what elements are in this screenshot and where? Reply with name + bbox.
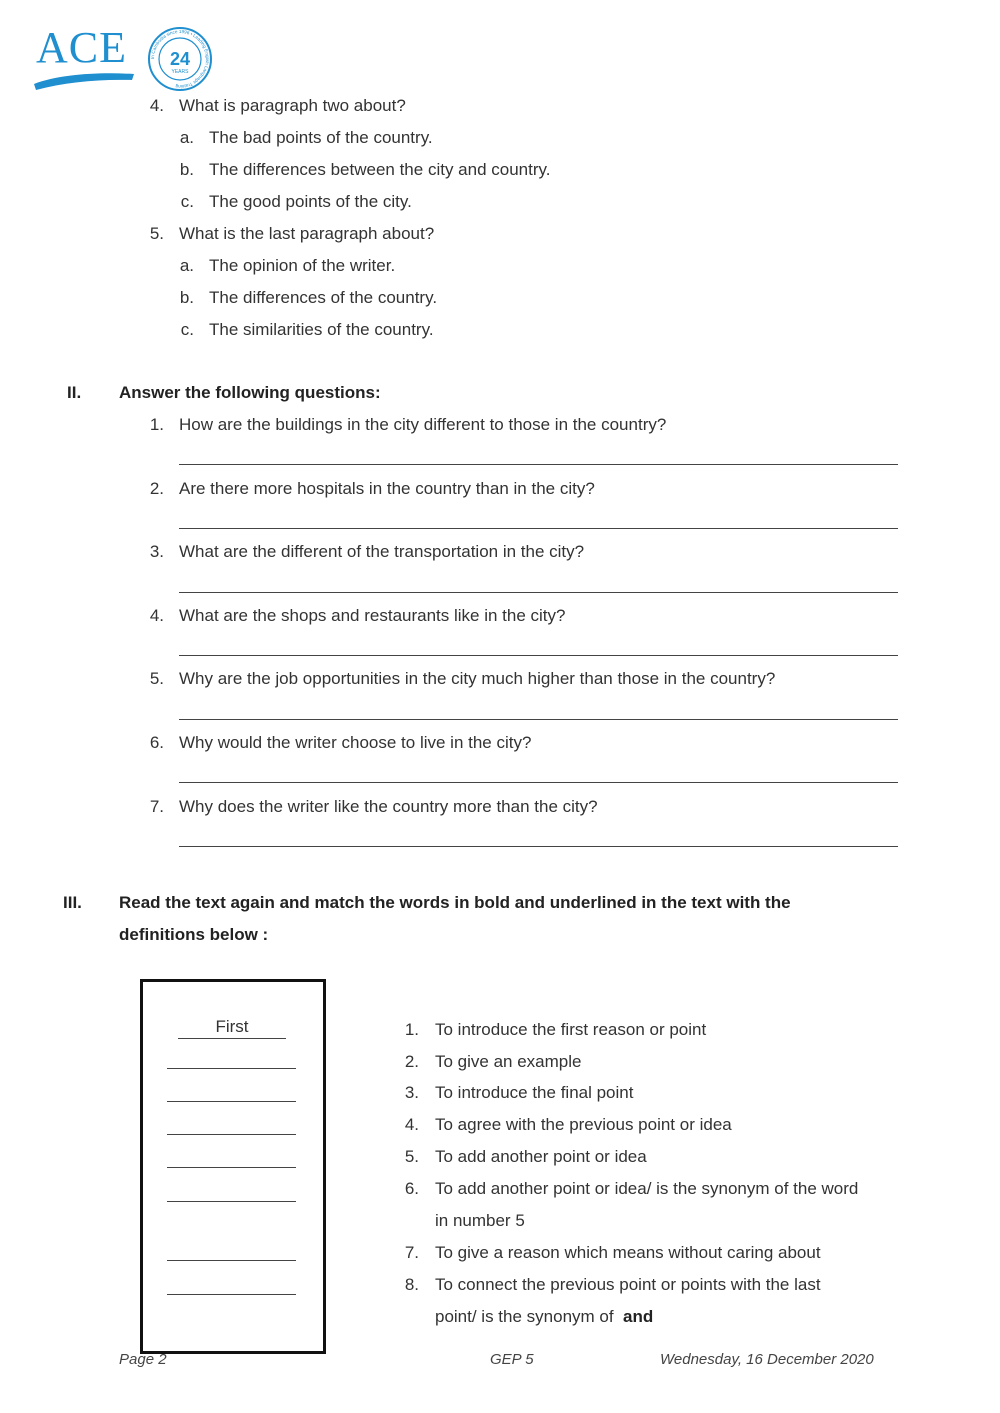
- question-text: What are the shops and restaurants like in the city?: [179, 606, 566, 625]
- footer-date: Wednesday, 16 December 2020: [660, 1351, 874, 1368]
- option-letter: a.: [179, 256, 194, 275]
- definition-text-continued: [435, 1307, 653, 1327]
- option-text: The differences of the country.: [209, 288, 438, 307]
- option-text: The bad points of the country.: [209, 128, 433, 147]
- ace-logo-swoosh: [30, 62, 140, 92]
- answer-blank[interactable]: [167, 1294, 296, 1295]
- option-letter: b.: [179, 288, 194, 307]
- question-text: What is the last paragraph about?: [179, 224, 435, 243]
- section-heading: Read the text again and match the words in bold and underlined in the text with the: [119, 893, 791, 912]
- answer-blank[interactable]: [167, 1101, 296, 1102]
- answer-line[interactable]: [179, 528, 898, 529]
- answer-line[interactable]: [179, 655, 898, 656]
- definition-text: To connect the previous point or points with the last: [435, 1275, 821, 1294]
- question-text: Why does the writer like the country more than the city?: [179, 797, 598, 816]
- badge-number: 24: [169, 49, 191, 69]
- anniversary-badge-icon: [146, 25, 214, 93]
- question-number: 4.: [149, 606, 164, 625]
- badge-years: YEARS: [171, 69, 189, 75]
- question-text: Are there more hospitals in the country than in the city?: [179, 479, 595, 498]
- definition-text-continued: in number 5: [435, 1211, 525, 1230]
- definition-text-part: point/ is the synonym of: [435, 1307, 614, 1326]
- definition-bold-word: and: [623, 1307, 654, 1326]
- option-letter: a.: [179, 128, 194, 147]
- answer-line[interactable]: [179, 464, 898, 465]
- question-text: What are the different of the transportation in the city?: [179, 542, 585, 561]
- answer-line[interactable]: [179, 592, 898, 593]
- answer-line[interactable]: [179, 719, 898, 720]
- answer-line[interactable]: [179, 782, 898, 783]
- section-numeral: II.: [67, 383, 82, 402]
- option-letter: c.: [180, 192, 194, 211]
- answer-blank[interactable]: [167, 1167, 296, 1168]
- ace-logo-text: ACE: [36, 23, 127, 72]
- answer-line[interactable]: [179, 846, 898, 847]
- definition-number: 3.: [404, 1083, 419, 1102]
- section-heading-continued: definitions below :: [119, 925, 269, 944]
- definition-text: To give an example: [435, 1052, 582, 1071]
- definition-text: To introduce the first reason or point: [435, 1020, 707, 1039]
- option-letter: c.: [180, 320, 194, 339]
- definition-number: 7.: [404, 1243, 419, 1262]
- footer-course: GEP 5: [490, 1351, 534, 1368]
- question-number: 5.: [149, 224, 164, 243]
- option-letter: b.: [179, 160, 194, 179]
- definition-number: 4.: [404, 1115, 419, 1134]
- definition-text: To introduce the final point: [435, 1083, 634, 1102]
- definition-number: 6.: [404, 1179, 419, 1198]
- question-number: 3.: [149, 542, 164, 561]
- definition-text: To give a reason which means without caring about: [435, 1243, 821, 1262]
- definition-number: 8.: [404, 1275, 419, 1294]
- question-number: 2.: [149, 479, 164, 498]
- answer-blank[interactable]: [167, 1201, 296, 1202]
- question-text: How are the buildings in the city different to those in the country?: [179, 415, 667, 434]
- question-text: Why would the writer choose to live in the city?: [179, 733, 532, 752]
- answer-blank[interactable]: [167, 1260, 296, 1261]
- question-number: 6.: [149, 733, 164, 752]
- answer-blank[interactable]: [167, 1134, 296, 1135]
- question-text: What is paragraph two about?: [179, 96, 406, 115]
- option-text: The differences between the city and country.: [209, 160, 551, 179]
- question-text: Why are the job opportunities in the city much higher than those in the country?: [179, 669, 776, 688]
- option-text: The opinion of the writer.: [209, 256, 396, 275]
- section-heading: Answer the following questions:: [119, 383, 381, 402]
- question-number: 7.: [149, 797, 164, 816]
- example-answer: First: [178, 1017, 286, 1039]
- question-number: 4.: [149, 96, 164, 115]
- question-number: 1.: [149, 415, 164, 434]
- section-numeral: III.: [63, 893, 82, 912]
- definition-number: 1.: [404, 1020, 419, 1039]
- answer-blank[interactable]: [167, 1068, 296, 1069]
- definition-text: To add another point or idea: [435, 1147, 647, 1166]
- definition-number: 5.: [404, 1147, 419, 1166]
- option-text: The good points of the city.: [209, 192, 412, 211]
- footer-page: Page 2: [119, 1351, 167, 1368]
- question-number: 5.: [149, 669, 164, 688]
- definition-text: To agree with the previous point or idea: [435, 1115, 732, 1134]
- badge-ring-text: In Cambodia since 1996 • Leading English Language Training: [149, 28, 211, 90]
- definition-text: To add another point or idea/ is the synonym of the word: [435, 1179, 859, 1198]
- definition-number: 2.: [404, 1052, 419, 1071]
- option-text: The similarities of the country.: [209, 320, 434, 339]
